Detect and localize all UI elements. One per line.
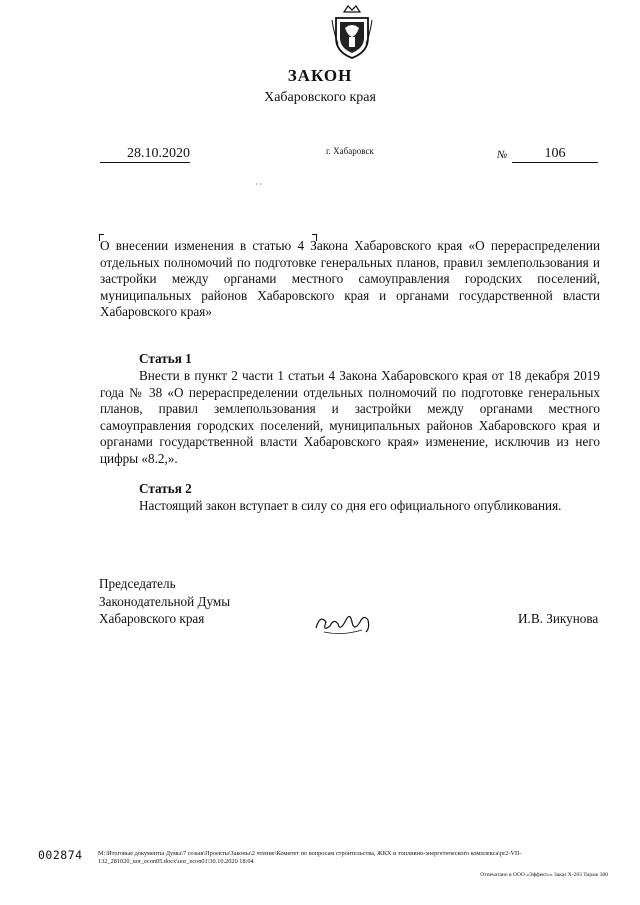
preamble-text: О внесении изменения в статью 4 Закона Хабаровского края «О перераспределении отдельных полномочий по подготовке генеральных планов, правил землепользования и застройки между органами местного самоуправления городских поселений, муниципальных районов Хабаровского края и органами государственной власти Хабаровского края» (100, 238, 600, 319)
position-line-2: Законодательной Думы (99, 593, 231, 609)
position-line-3: Хабаровского края (99, 611, 205, 626)
article-1-text: Внести в пункт 2 части 1 статьи 4 Закона Хабаровского края от 18 декабря 2019 года № 38 «О перераспределении отдельных полномочий по подготовке генеральных планов, правил землепользования и застройки между органами местного самоуправления городских поселений, муниципальных районов Хабаровского края и органами государственной власти Хабаровского края» изменение, исключив из него цифры «8.2,». (100, 368, 600, 466)
coat-of-arms-emblem (330, 4, 374, 60)
signatory-name: И.В. Зикунова (518, 611, 599, 626)
article-2-heading: Статья 2 (139, 481, 192, 496)
registry-number: 002874 (38, 848, 83, 862)
scan-speck: · · (255, 180, 263, 189)
position-line-1: Председатель (99, 576, 176, 591)
law-city: г. Хабаровск (326, 146, 374, 156)
law-number: 106 (512, 146, 598, 163)
article-1-heading: Статья 1 (139, 351, 192, 366)
article-2-text: Настоящий закон вступает в силу со дня его официального опубликования. (139, 498, 562, 513)
print-note: Отпечатано в ООО «Эффект»» Заказ Х-203 Тираж 300 (480, 872, 608, 878)
document-subtitle: Хабаровского края (264, 90, 376, 105)
signatory-position (99, 575, 230, 628)
document-title: ЗАКОН (287, 66, 353, 85)
handwritten-signature (312, 604, 376, 638)
number-sign: № (497, 149, 508, 161)
file-path-note: M:\Итоговые документы Думы\7 созыв\Проекты\Законы\2 чтение\Комитет по вопросам строительства, ЖКХ и топливно-энергетического комплекса\pr2-VII-132_281020_uor_econ05.docx\uor_econ01\30.10.2020 18:04 (98, 850, 522, 865)
law-date: 28.10.2020 (100, 146, 190, 163)
